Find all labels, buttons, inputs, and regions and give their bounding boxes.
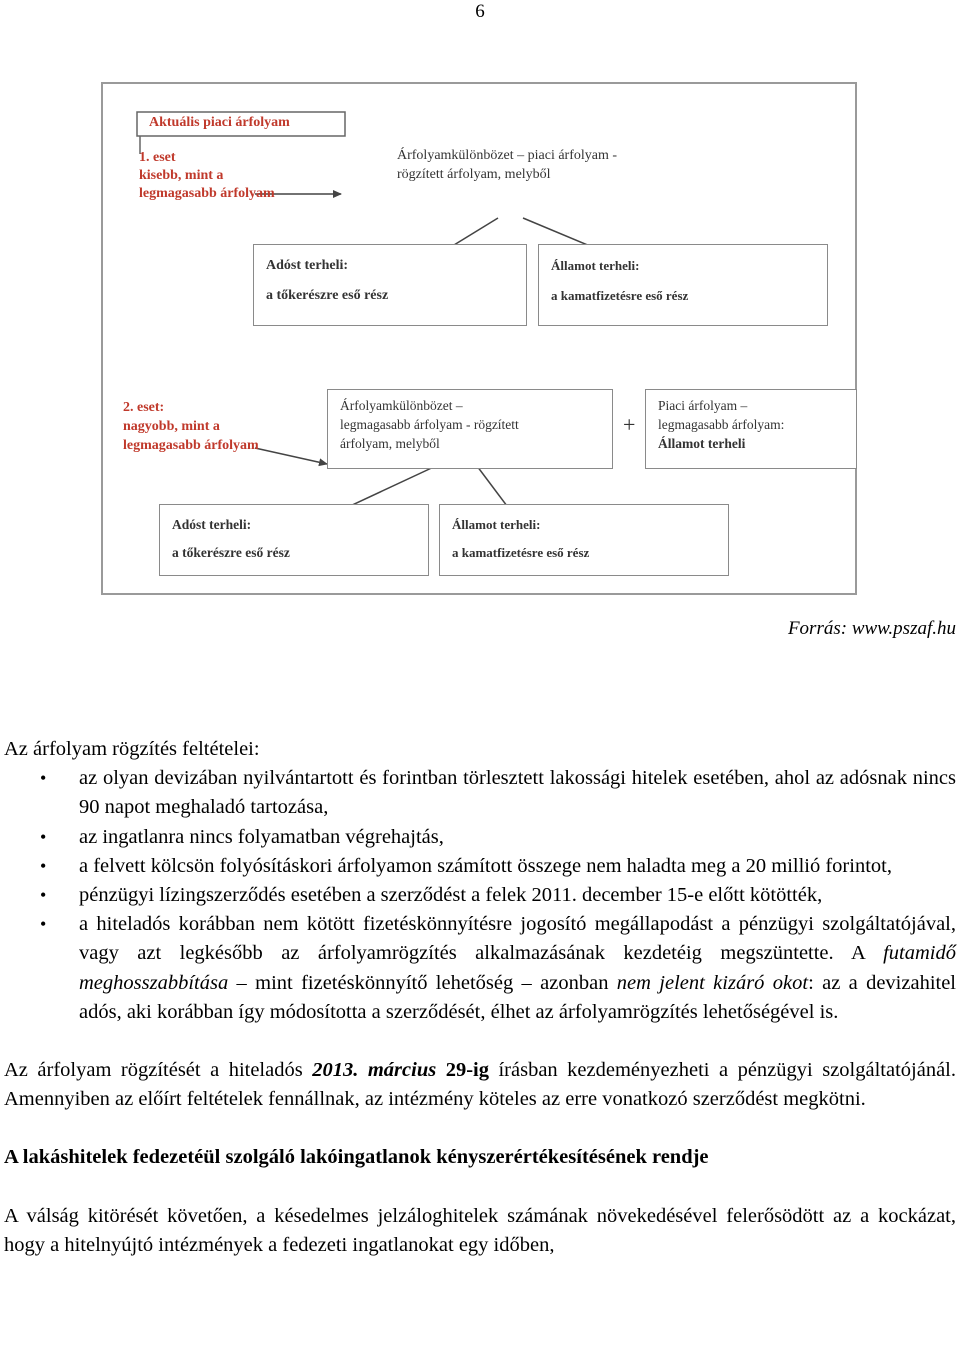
case2-debtor-value: a tőkerészre eső rész <box>172 545 290 560</box>
case2-market-line3: Államot terheli <box>658 436 746 451</box>
condition5-italic2: nem jelent kizáró okot <box>616 971 809 994</box>
case2-debtor-label: Adóst terheli: <box>172 517 252 532</box>
case2-difference-box <box>327 389 613 469</box>
condition5-italic1: futamidő meghosszabbítása <box>79 942 956 994</box>
case1-diff-line2: rögzített árfolyam, melyből <box>397 167 551 182</box>
case2-state-value: a kamatfizetésre eső rész <box>452 545 590 560</box>
case1-diff-line1: Árfolyamkülönbözet – piaci árfolyam - <box>397 148 618 163</box>
case2-diff-line1: Árfolyamkülönbözet – <box>340 398 463 413</box>
page-number: 6 <box>475 1 485 22</box>
condition-item: • a felvett kölcsön folyósításkori árfolyamon számított összege nem haladta meg a 20 millió forintot, <box>4 852 956 881</box>
deadline-paragraph <box>4 1056 956 1114</box>
case1-header: Aktuális piaci árfolyam <box>149 115 290 130</box>
deadline-part2: írásban kezdeményezheti a pénzügyi szolgáltatójánál. Amennyiben az előírt feltételek fennállnak, az intézmény köteles az erre vonatkozó szerződést megkötni. <box>4 1059 956 1111</box>
case1-debtor-box <box>253 244 527 326</box>
deadline-day: 29-ig <box>445 1059 489 1082</box>
case2-state-box <box>439 504 729 576</box>
deadline-year: 2013. <box>312 1059 359 1082</box>
case2-debtor-box <box>159 504 429 576</box>
plus-sign: + <box>623 412 636 437</box>
case1-state-label: Államot terheli: <box>551 258 640 273</box>
condition-item: • az olyan devizában nyilvántartott és forintban törlesztett lakossági hitelek esetében, ahol az adósnak nincs 90 napot meghaladó tartozása, <box>4 764 956 822</box>
case2-line3: legmagasabb árfolyam <box>123 438 259 453</box>
condition-item: • pénzügyi lízingszerződés esetében a szerződést a felek 2011. december 15-e előtt kötötték, <box>4 881 956 910</box>
source-caption: Forrás: www.pszaf.hu <box>787 618 956 639</box>
case1-state-value: a kamatfizetésre eső rész <box>551 288 689 303</box>
case2-market-box <box>645 389 857 469</box>
case1-debtor-label: Adóst terheli: <box>266 258 349 273</box>
case1-line3: legmagasabb árfolyam <box>139 186 275 201</box>
exchange-rate-diagram <box>101 82 857 595</box>
case1-difference-box <box>385 140 715 210</box>
deadline-month: március <box>358 1059 446 1082</box>
case2-state-label: Államot terheli: <box>452 517 541 532</box>
conditions-intro: Az árfolyam rögzítés feltételei: <box>4 738 260 760</box>
case1-title: 1. eset <box>139 150 176 165</box>
section-heading: A lakáshitelek fedezetéül szolgáló lakóingatlanok kényszerértékesítésének rendje <box>4 1146 709 1169</box>
condition5-part2: – mint fizetéskönnyítő lehetőség – azonban <box>228 971 617 994</box>
case2-title: 2. eset: <box>123 400 165 415</box>
condition-item <box>4 910 956 1027</box>
last-paragraph: A válság kitörését követően, a késedelmes jelzáloghitelek számának növekedésével felerősödött az a kockázat, hogy a hitelnyújtó intézmények a fedezeti ingatlanokat egy időben, <box>4 1204 956 1256</box>
condition5-part1: a hiteladós korábban nem kötött fizetéskönnyítésre jogosító megállapodást a pénzügyi szolgáltatójával, vagy azt legkésőbb az árfolyamrögzítés alkalmazásának kezdetéig megszüntette. A <box>79 913 956 965</box>
case1-line2: kisebb, mint a <box>139 168 224 183</box>
case2-line2: nagyobb, mint a <box>123 419 220 434</box>
case2-diff-line3: árfolyam, melyből <box>340 436 440 451</box>
condition5-part3: : az a devizahitel adós, aki korábban így módosította a szerződését, élhet az árfolyamrögzítés lehetőségével is. <box>79 971 957 1023</box>
main-content <box>4 735 956 1260</box>
case2-market-line2: legmagasabb árfolyam: <box>658 417 785 432</box>
case2-market-line1: Piaci árfolyam – <box>658 398 748 413</box>
case1-debtor-value: a tőkerészre eső rész <box>266 288 389 303</box>
case2-diff-line2: legmagasabb árfolyam - rögzített <box>340 417 519 432</box>
deadline-part1: Az árfolyam rögzítését a hiteladós <box>4 1059 313 1082</box>
condition-item: • az ingatlanra nincs folyamatban végrehajtás, <box>4 823 956 852</box>
case1-state-box <box>538 244 828 326</box>
conditions-list <box>4 764 956 1027</box>
